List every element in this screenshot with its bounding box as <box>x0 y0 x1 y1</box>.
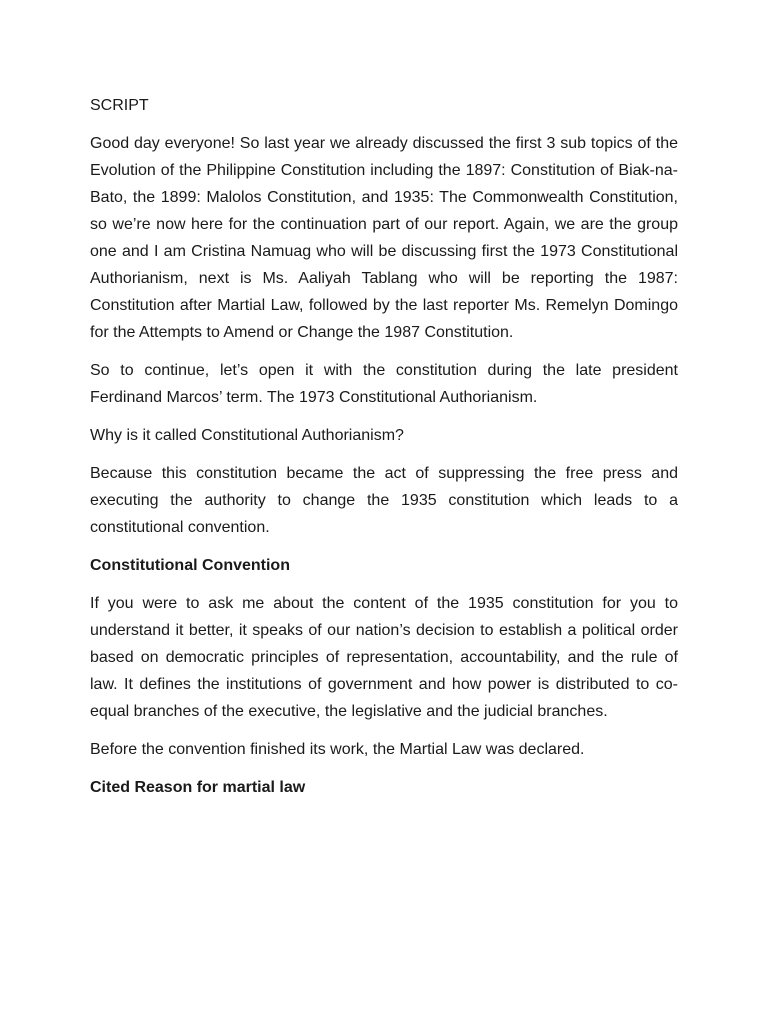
subheading-constitutional-convention: Constitutional Convention <box>90 557 290 574</box>
document-page <box>90 92 678 812</box>
paragraph-martial-law-declared: Before the convention finished its work, the Martial Law was declared. <box>90 741 585 758</box>
paragraph-1935-content: If you were to ask me about the content of the 1935 constitution for you to understand it better, it speaks of our nation’s decision to establish a political order based on democratic principles of representation, accountability, and the rule of law. It defines the institutions of government and how power is distributed to co-equal branches of the executive, the legislative and the judicial branches. <box>90 595 678 720</box>
document-title: SCRIPT <box>90 97 149 114</box>
paragraph-question: Why is it called Constitutional Authorianism? <box>90 427 404 444</box>
paragraph-intro: Good day everyone! So last year we already discussed the first 3 sub topics of the Evolution of the Philippine Constitution including the 1897: Constitution of Biak-na-Bato, the 1899: Malolos Constitution, and 1935: The Commonwealth Constitution, so we’re now here for the continuation part of our report. Again, we are the group one and I am Cristina Namuag who will be discussing first the 1973 Constitutional Authorianism, next is Ms. Aaliyah Tablang who will be reporting the 1987: Constitution after Martial Law, followed by the last reporter Ms. Remelyn Domingo for the Attempts to Amend or Change the 1987 Constitution. <box>90 135 678 341</box>
paragraph-answer: Because this constitution became the act of suppressing the free press and executing the authority to change the 1935 constitution which leads to a constitutional convention. <box>90 465 678 536</box>
paragraph-continue: So to continue, let’s open it with the constitution during the late president Ferdinand Marcos’ term. The 1973 Constitutional Authorianism. <box>90 362 678 406</box>
subheading-cited-reason: Cited Reason for martial law <box>90 779 306 796</box>
